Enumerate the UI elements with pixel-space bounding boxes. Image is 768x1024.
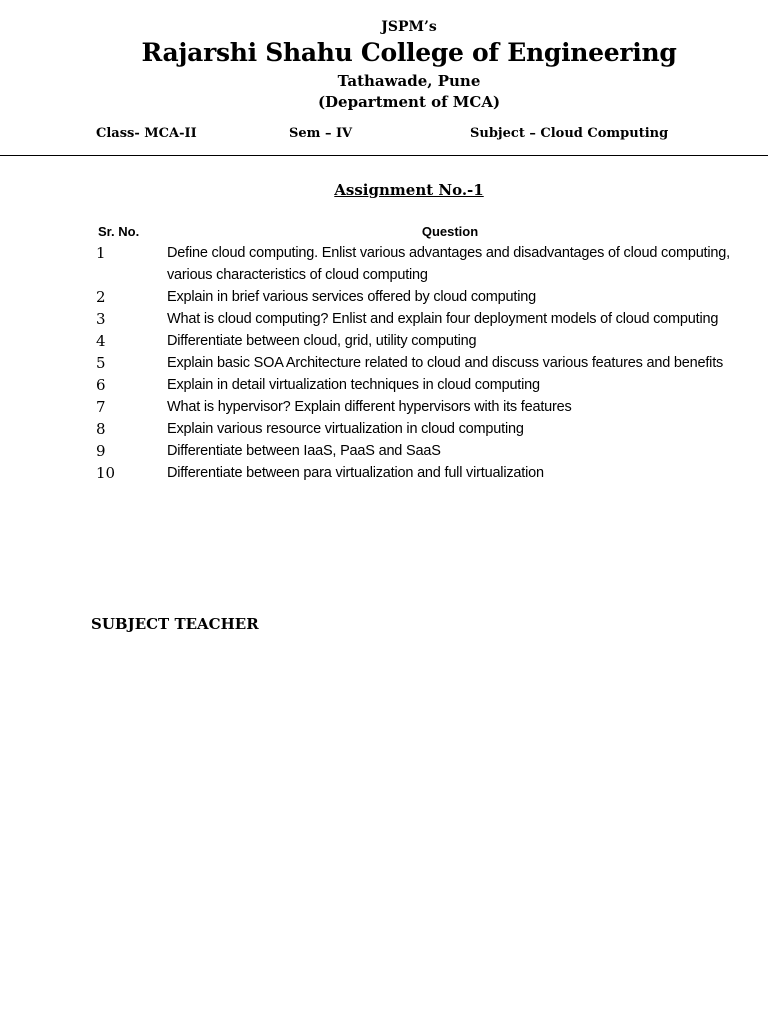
question-number: 2 [96,288,106,306]
column-header-sr-no: Sr. No. [98,224,140,239]
question-text: What is hypervisor? Explain different hypervisors with its features [167,399,572,415]
column-header-question: Question [421,224,479,239]
question-row [96,330,736,352]
question-list [96,242,736,484]
question-row [96,374,736,396]
question-number: 10 [96,464,116,482]
assignment-title: Assignment No.-1 [334,181,484,199]
question-row [96,418,736,440]
question-number: 6 [96,376,106,394]
question-number: 7 [96,398,106,416]
header-divider [0,155,768,156]
question-number: 9 [96,442,106,460]
subject-label: Subject – Cloud Computing [470,126,669,141]
subject-teacher-signature-label: SUBJECT TEACHER [91,615,259,633]
question-row [96,396,736,418]
college-name: Rajarshi Shahu College of Engineering [141,38,677,67]
question-number: 1 [96,244,106,262]
question-text: Differentiate between para virtualization and full virtualization [167,465,544,481]
question-number: 8 [96,420,106,438]
question-row [96,462,736,484]
question-row [96,352,736,374]
question-text: Differentiate between IaaS, PaaS and SaaS [167,443,441,459]
question-text: Explain in detail virtualization techniques in cloud computing [167,377,540,393]
question-number: 3 [96,310,106,328]
org-name: JSPM’s [381,19,437,35]
question-row [96,308,736,330]
question-text: Define cloud computing. Enlist various advantages and disadvantages of cloud computing, various characteristics of cloud computing [167,245,730,283]
question-text: Differentiate between cloud, grid, utility computing [167,333,477,349]
question-row [96,286,736,308]
question-number: 4 [96,332,106,350]
question-text: Explain basic SOA Architecture related to cloud and discuss various features and benefits [167,355,724,371]
question-number: 5 [96,354,106,372]
semester-label: Sem – IV [289,126,353,141]
question-text: What is cloud computing? Enlist and explain four deployment models of cloud computing [167,311,719,327]
college-location: Tathawade, Pune [337,72,481,90]
department-name: (Department of MCA) [317,93,501,111]
question-row [96,440,736,462]
question-row [96,242,736,286]
question-text: Explain various resource virtualization in cloud computing [167,421,524,437]
class-label: Class- MCA-II [96,126,197,141]
question-text: Explain in brief various services offered by cloud computing [167,289,536,305]
